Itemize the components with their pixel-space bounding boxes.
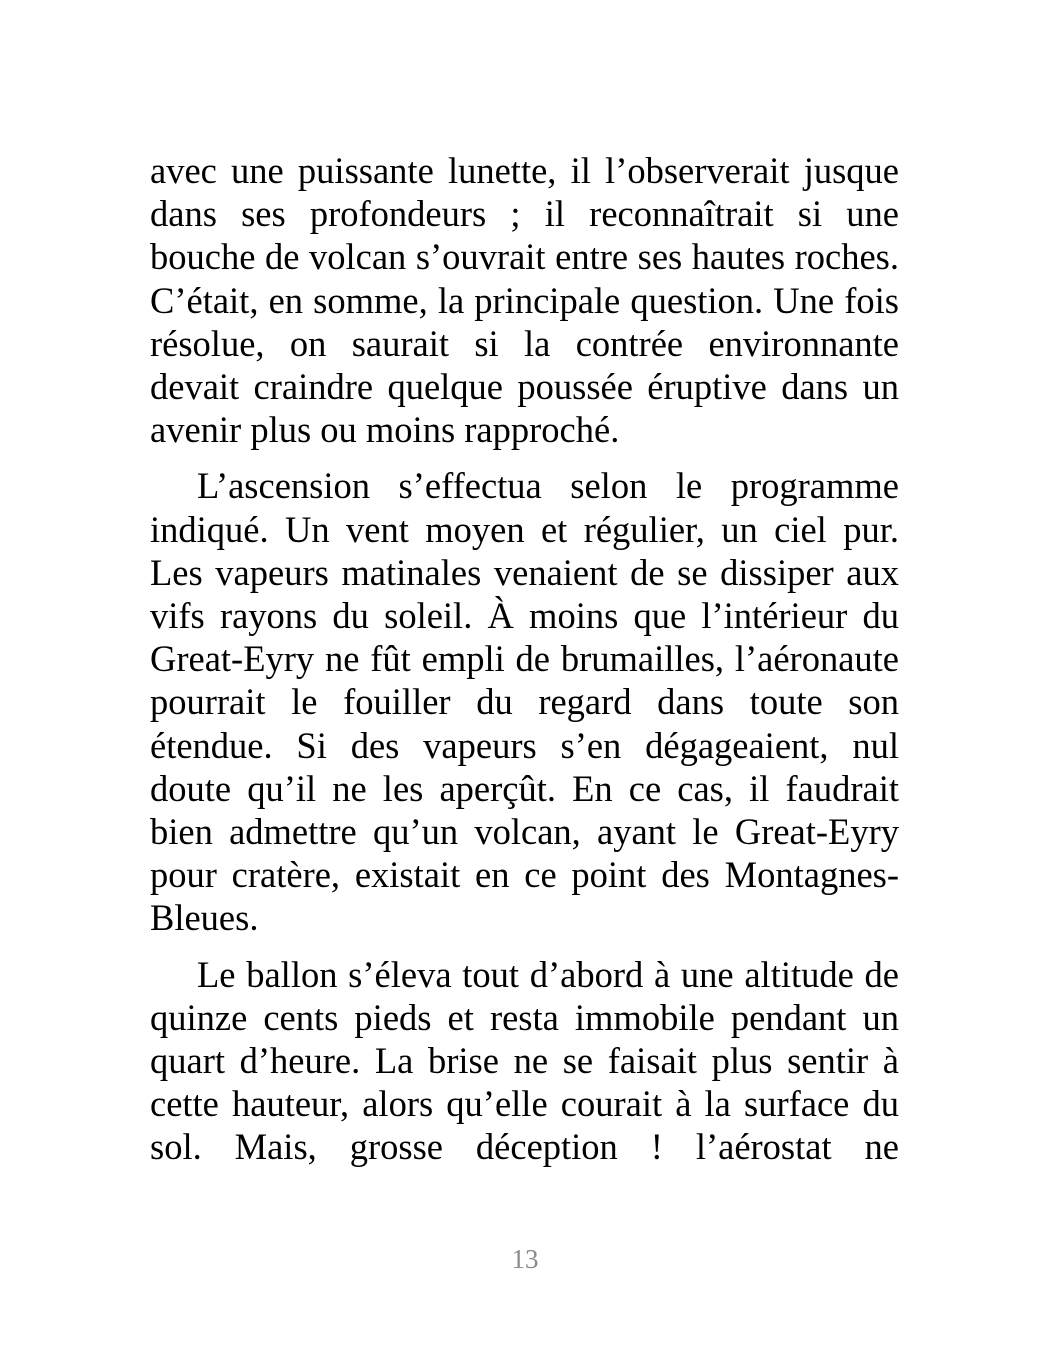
paragraph-continuation: avec une puissante lunette, il l’observerait jusque dans ses profondeurs ; il reconnaîtrait si une bouche de volcan s’ouvrait entre ses hautes roches. C’était, en somme, la principale question. Une fois résolue, on saurait si la contrée environnante devait craindre quelque poussée éruptive dans un avenir plus ou moins rapproché. (150, 150, 899, 451)
paragraph-ballon: Le ballon s’éleva tout d’abord à une altitude de quinze cents pieds et resta immobile pendant un quart d’heure. La brise ne se faisait plus sentir à cette hauteur, alors qu’elle courait à la surface du sol. Mais, grosse déception ! l’aérostat ne (150, 953, 899, 1168)
page-number: 13 (511, 1244, 539, 1274)
paragraph-ascension: L’ascension s’effectua selon le programme indiqué. Un vent moyen et régulier, un ciel pur. Les vapeurs matinales venaient de se dissiper aux vifs rayons du soleil. À moins que l’intérieur du Great-Eyry ne fût empli de brumailles, l’aéronaute pourrait le fouiller du regard dans toute son étendue. Si des vapeurs s’en dégageaient, nul doute qu’il ne les aperçût. En ce cas, il faudrait bien admettre qu’un volcan, ayant le Great-Eyry pour cratère, existait en ce point des Montagnes-Bleues. (150, 465, 899, 939)
body-text (150, 149, 899, 1169)
